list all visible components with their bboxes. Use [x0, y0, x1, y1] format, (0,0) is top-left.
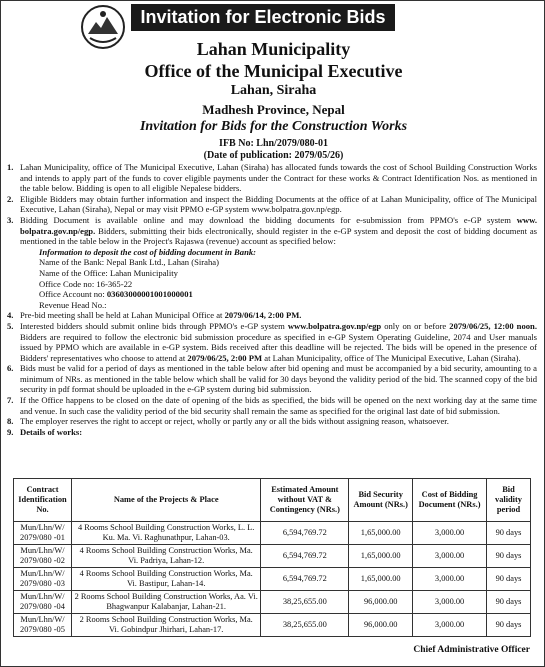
- cell-validity: 90 days: [487, 614, 531, 637]
- cell-contract-id: Mun/Lhn/W/ 2079/080 -04: [14, 591, 72, 614]
- cell-cost-document: 3,000.00: [413, 591, 487, 614]
- header-validity: Bid validity period: [487, 479, 531, 522]
- office-code: Office Code no: 16-365-22: [39, 278, 133, 289]
- publication-date: (Date of publication: 2079/05/26): [203, 150, 344, 161]
- province: Madhesh Province, Nepal: [202, 102, 345, 117]
- cell-bid-security: 1,65,000.00: [349, 568, 413, 591]
- cell-bid-security: 96,000.00: [349, 614, 413, 637]
- clause-4: 4. Pre-bid meeting shall be held at Lahan Municipal Office at 2079/06/14, 2:00 PM.: [7, 310, 302, 321]
- table-row: [14, 614, 531, 637]
- cell-contract-id: Mun/Lhn/W/ 2079/080 -01: [14, 522, 72, 545]
- cell-bid-security: 96,000.00: [349, 591, 413, 614]
- cell-project-name: 2 Rooms School Building Construction Works, Ma. Vi. Gobindpur Jhirhari, Lahan-17.: [71, 614, 260, 637]
- cell-contract-id: Mun/Lhn/W/ 2079/080 -03: [14, 568, 72, 591]
- cell-cost-document: 3,000.00: [413, 545, 487, 568]
- signatory: Chief Administrative Officer: [413, 645, 530, 655]
- office-name: Office of the Municipal Executive: [144, 61, 403, 81]
- notice-body: [7, 162, 537, 437]
- table-header-row: [14, 479, 531, 522]
- cell-validity: 90 days: [487, 522, 531, 545]
- cell-estimated-amount: 38,25,655.00: [261, 614, 349, 637]
- clause-2: 2. Eligible Bidders may obtain further information and inspect the Bidding Documents at the office of at Lahan Municipality, office of The Municipal Executive, Lahan (Siraha), Nepal or may visit PPMO e-GP system www.bolpatra.gov.np/egp.: [7, 193, 537, 215]
- cell-estimated-amount: 38,25,655.00: [261, 591, 349, 614]
- cell-bid-security: 1,65,000.00: [349, 522, 413, 545]
- cell-estimated-amount: 6,594,769.72: [261, 522, 349, 545]
- bank-name: Name of the Bank: Nepal Bank Ltd., Lahan (Siraha): [39, 257, 219, 268]
- banner-title: Invitation for Electronic Bids: [131, 4, 395, 31]
- table-row: [14, 591, 531, 614]
- header-cost-document: Cost of Bidding Document (NRs.): [413, 479, 487, 522]
- office-name-line: Name of the Office: Lahan Municipality: [39, 267, 178, 278]
- place: Lahan, Siraha: [230, 83, 317, 98]
- cell-validity: 90 days: [487, 545, 531, 568]
- revenue-head: Revenue Head No.:: [39, 299, 107, 310]
- clause-6: 6. Bids must be valid for a period of days as mentioned in the table below after bid opening and must be accompanied by a bid security, amounting to a minimum of NRs. as mentioned in the table below which shall be valid for 30 days beyond the validity period of the bid. The scanned copy of the bid security in pdf format should be uploaded in the e-GP system during bid submission.: [7, 363, 537, 395]
- cell-estimated-amount: 6,594,769.72: [261, 568, 349, 591]
- clause-1: 1. Lahan Municipality, office of The Municipal Executive, Lahan (Siraha) has allocated funds towards the cost of School Building Construction Works and intends to apply part of the funds to cover eligible payments under the Contract for these works & Contract Identification Nos. as mentioned in the table below. Bidding is open to all eligible Nepalese bidders.: [7, 162, 537, 194]
- cell-cost-document: 3,000.00: [413, 568, 487, 591]
- cell-project-name: 2 Rooms School Building Construction Works, Aa. Vi. Bhagwanpur Kalabanjar, Lahan-21.: [71, 591, 260, 614]
- cell-validity: 90 days: [487, 568, 531, 591]
- works-table: [13, 478, 531, 637]
- cell-cost-document: 3,000.00: [413, 522, 487, 545]
- cell-estimated-amount: 6,594,769.72: [261, 545, 349, 568]
- header-contract-id: Contract Identification No.: [14, 479, 72, 522]
- table-row: [14, 545, 531, 568]
- account-number: Office Account no: 03603000001001000001: [39, 289, 193, 300]
- clause-5: 5. Interested bidders should submit online bids through PPMO's e-GP system www.bolpatra.gov.np/egp only on or before 2079/06/25, 12:00 noon. Bidders are required to follow the electronic bid submission procedure as specified in e-GP System Operating Guideline, 2074 and User manuals issued by PPMO which are available in e-GP system. Bids received after this deadline will be rejected. The bids will be opened in the presence of Bidders' representatives who choose to attend at 2079/06/25, 2:00 PM at Lahan Municipality, office of The Municipal Executive, Lahan (Siraha).: [7, 320, 537, 363]
- clause-8: 8. The employer reserves the right to accept or reject, wholly or partly any or all the bids without assigning reason, whatsoever.: [7, 416, 449, 427]
- header-project-name: Name of the Projects & Place: [71, 479, 260, 522]
- table-row: [14, 568, 531, 591]
- header-estimated-amount: Estimated Amount without VAT & Contingency (NRs.): [261, 479, 349, 522]
- ifb-number: IFB No: Lhn/2079/080-01: [219, 138, 328, 149]
- clause-9: 9. Details of works:: [7, 426, 83, 437]
- org-name: Lahan Municipality: [196, 39, 351, 59]
- cell-cost-document: 3,000.00: [413, 614, 487, 637]
- clause-3: 3. Bidding Document is available online and may download the bidding documents for e-submission from PPMO's e-GP system www. bolpatra.gov.np/egp. Bidders, submitting their bids electronically, should register in the e-GP system and deposit the cost of bidding document as mentioned in the table below in the Project's Rajaswa (revenue) account as specified below:: [7, 214, 537, 247]
- cell-project-name: 4 Rooms School Building Construction Works, Ma. Vi. Padriya, Lahan-12.: [71, 545, 260, 568]
- table-row: [14, 522, 531, 545]
- cell-project-name: 4 Rooms School Building Construction Works, Ma. Vi. Bastipur, Lahan-14.: [71, 568, 260, 591]
- cell-bid-security: 1,65,000.00: [349, 545, 413, 568]
- clause-7: 7. If the Office happens to be closed on the date of opening of the bids as specified, the bids will be opened on the next working day at the same time and venue. In such case the validity period of the bid security shall remain the same as specified for the original last date of bid submission.: [7, 395, 537, 416]
- cell-contract-id: Mun/Lhn/W/ 2079/080 -05: [14, 614, 72, 637]
- cell-contract-id: Mun/Lhn/W/ 2079/080 -02: [14, 545, 72, 568]
- cell-validity: 90 days: [487, 591, 531, 614]
- header-bid-security: Bid Security Amount (NRs.): [349, 479, 413, 522]
- notice-title: Invitation for Bids for the Construction Works: [139, 119, 408, 134]
- bank-info-heading: Information to deposit the cost of bidding document in Bank:: [39, 246, 257, 257]
- cell-project-name: 4 Rooms School Building Construction Works, L. L. Ku. Ma. Vi. Raghunathpur, Lahan-03.: [71, 522, 260, 545]
